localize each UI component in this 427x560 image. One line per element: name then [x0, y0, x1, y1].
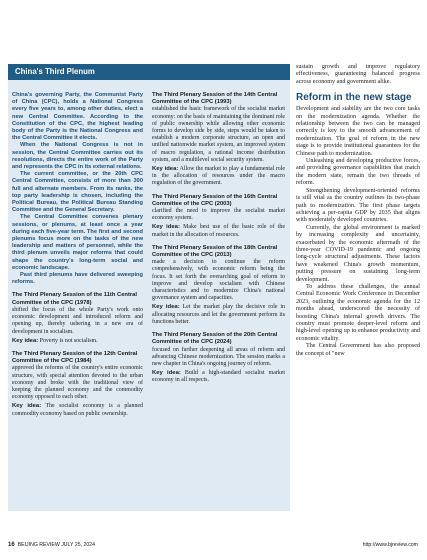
intro-paragraph: China's governing Party, the Communist Party of China (CPC), holds a National Congress every five years to, among other duties, elect a new Central Committee. According to the Constitution of the CPC, the highest leading body of the Party is the National Congress and the Central Committee it elects.: [12, 92, 143, 142]
session-text: made a decision to continue the reform comprehensively, with economic reform being the focus. It set forth the overarching goal of reform to improve and develop socialism with Chinese characteristics and to modernize China's national governance system and capacities.: [152, 259, 285, 302]
session-entry: [12, 292, 143, 344]
article-paragraph: Development and stability are the two core tasks on the modernization agenda. Whether the relationship between the two can be managed correctly is key to the smooth advancement of modernization. The goal of reform in the new stage is to provide institutional guarantees for the Chinese path to modernization.: [296, 106, 420, 157]
key-idea: [152, 166, 285, 188]
key-idea: [152, 224, 285, 238]
key-idea-label: Key idea:: [12, 403, 42, 410]
key-idea: [12, 338, 143, 345]
session-text: clarified the need to improve the socialist market economy system.: [152, 208, 285, 222]
key-idea: [152, 304, 285, 326]
session-title: The Third Plenary Session of the 18th Central Committee of the CPC (2013): [152, 244, 278, 259]
session-text: focused on further deepening all areas of reform and advancing Chinese modernization. The session marks a new chapter in China's ongoing journey of reform.: [152, 346, 285, 367]
session-entry: [152, 245, 285, 326]
article-paragraph: Currently, the global environment is marked by increasing complexity and uncertainty, exacerbated by the economic aftermath of the three-year COVID-19 pandemic and ongoing long-cycle structural adjustments. These factors have weakened China's growth momentum, putting pressure on sustaining long-term development.: [296, 224, 420, 283]
intro-paragraph: Past third plenums have delivered sweeping reforms.: [12, 272, 143, 286]
session-entry: [152, 92, 285, 188]
article-paragraph: The Central Government has also proposed the concept of "new: [296, 343, 420, 357]
key-idea-text: Poverty is not socialism.: [38, 337, 98, 344]
key-idea-label: Key idea:: [152, 304, 180, 311]
session-title: The Third Plenary Session of the 14th Central Committee of the CPC (1993): [152, 92, 278, 106]
article-column: [296, 64, 420, 358]
intro-paragraph: The current committee, or the 20th CPC Central Committee, consists of more than 300 full and alternate members. From its ranks, the top party leadership is chosen, including the Political Bureau, the Political Bureau Standing Committee and the General Secretary.: [12, 171, 143, 214]
key-idea-text: Allow the market to play a fundamental role in the allocation of resources under the macro regulation of the government.: [152, 166, 285, 187]
session-entry: [152, 194, 285, 239]
key-idea-text: Make best use of the basic role of the market in the allocation of resources.: [152, 224, 285, 238]
session-title: The Third Plenary Session of the 20th Central Committee of the CPC (2024): [152, 332, 278, 346]
key-idea-label: Key idea:: [152, 370, 181, 377]
section-heading: Reform in the new stage: [296, 92, 412, 104]
sidebar-title: China's Third Plenum: [8, 64, 290, 80]
key-idea-text: Build a high-standard socialist market economy in all respects.: [152, 370, 285, 384]
intro-paragraph: The Central Committee convenes plenary sessions, or plenums, at least once a year during each five-year term. The first and second plenums focus more on the tasks of the new leadership and matters of personnel, while the third plenum unveils major reforms that could shape the country's long-term social and economic landscape.: [12, 214, 143, 271]
key-idea-text: Let the market play the decisive role in allocating resources and let the government perform its functions better.: [152, 304, 285, 325]
session-entry: [12, 351, 143, 418]
key-idea-label: Key idea:: [152, 224, 180, 231]
sidebar-column-left: [12, 92, 143, 418]
session-title: The Third Plenary Session of the 11th Central Committee of the CPC (1978): [12, 292, 137, 306]
page-footer-left: [8, 542, 95, 548]
key-idea: [12, 403, 143, 417]
intro-paragraph: When the National Congress is not in session, the Central Committee carries out its resolutions, directs the entire work of the Party and represents the CPC in its external relations.: [12, 142, 143, 171]
page-number: 16: [8, 542, 15, 548]
sidebar-intro: [12, 92, 143, 286]
session-title: The Third Plenary Session of the 12th Central Committee of the CPC (1984): [12, 350, 138, 365]
key-idea-label: Key idea:: [152, 166, 179, 173]
session-text: approved the reforms of the country's entire economic structure, with special attention devoted to the urban economy and broke with the traditional view of keeping the planned economy and the commodity economy opposed to each other.: [12, 365, 143, 401]
session-title: The Third Plenary Session of the 16th Central Committee of the CPC (2003): [152, 193, 278, 207]
key-idea-label: Key idea:: [12, 337, 39, 344]
session-text: established the basic framework of the socialist market economy: on the basis of maintaining the dominant role of public ownership while allowing other economic forms to develop side by side, steps would be taken to establish a modern corporate structure, an open and unified nationwide market system, an improved system of macro regulation, a rational income distribution system, and a multilevel social security system.: [152, 106, 285, 163]
key-idea: [152, 370, 285, 384]
sidebar-column-right: [152, 92, 285, 385]
session-text: shifted the focus of the whole Party's work onto economic development and introduced reform and opening up, thereby ushering in a new era of development in socialism.: [12, 306, 143, 335]
article-paragraph: Strengthening development-oriented reforms is still vital as the country outlines its two-phase path to modernization. The first phase targets achieving a per-capita GDP by 2035 that aligns with moderately developed countries.: [296, 187, 420, 224]
article-lead-text: sustain growth and improve regulatory effectiveness, guaranteeing balanced progress across economy and government alike.: [296, 64, 420, 85]
article-paragraph: To address these challenges, the annual Central Economic Work Conference in December 2023, outlining the economic agenda for the 12 months ahead, underscored the necessity of boosting China's internal growth drivers. The country must promote deeper-level reform and high-level opening up to enhance productivity and economic vitality.: [296, 283, 420, 342]
footer-url: http://www.bjreview.com: [362, 542, 418, 548]
article-paragraph: Unleashing and developing productive forces, and providing governance capabilities that match the modern state, remain the two threads of reform.: [296, 158, 420, 187]
publication-name: BEIJING REVIEW JULY 25, 2024: [17, 542, 96, 548]
session-entry: [152, 332, 285, 384]
key-idea-text: The socialist economy is a planned commodity economy based on public ownership.: [12, 403, 143, 417]
